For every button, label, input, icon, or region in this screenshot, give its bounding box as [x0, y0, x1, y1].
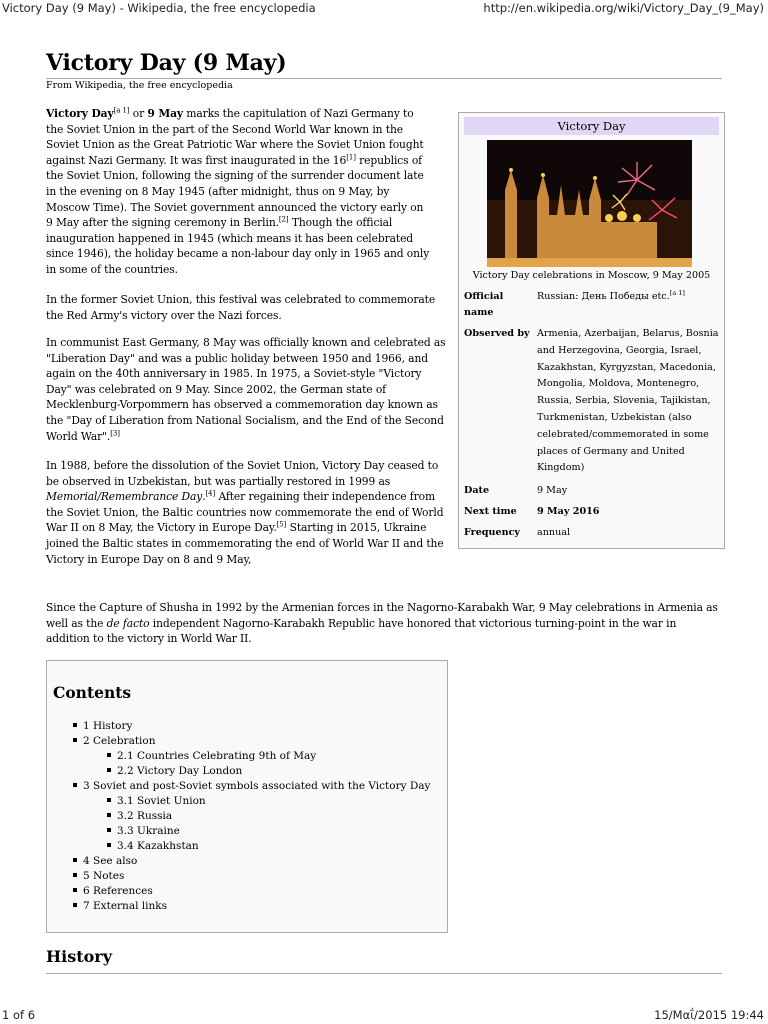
title-divider [46, 78, 722, 79]
toc-item[interactable]: 6 References [73, 884, 153, 899]
text-run: After regaining their independence from the Soviet Union, the Baltic countries now commemorate the end of World War II on 8 May, the Victory in Europe Day. [46, 490, 444, 535]
ref-link[interactable]: [2] [278, 215, 289, 224]
row-label: Date [464, 485, 490, 496]
bullet-icon [107, 753, 111, 757]
ref-link[interactable]: [1] [346, 153, 356, 162]
row-value: Russian: День Победы etc.[a 1] [537, 288, 685, 302]
text-run: Starting in 2015, Ukraine joined the Baltic states in commemorating the end of World War II and the Victory in Europe Day on 8 and 9 May, [46, 521, 444, 566]
toc-title: Contents [53, 683, 132, 702]
bullet-icon [107, 828, 111, 832]
bullet-icon [73, 888, 77, 892]
site-sub: From Wikipedia, the free encyclopedia [46, 80, 233, 91]
section-heading-history: History [46, 947, 112, 966]
toc-subitem[interactable]: 3.2 Russia [107, 809, 172, 824]
text-run: republics of the Soviet Union, following the signing of the surrender document late in the evening on 8 May 1945 (after midnight, thus on 9 May, by Moscow Time). The Soviet government announced the victory early on 9 May after the signing ceremony in Berlin. [46, 153, 424, 230]
text-run: independent Nagorno-Karabakh Republic have honored that victorious turning-point in the war in addition to the victory in World War II. [46, 616, 677, 646]
row-label: Frequency [464, 527, 520, 538]
toc-subitem[interactable]: 3.1 Soviet Union [107, 794, 206, 809]
toc-item[interactable]: 4 See also [73, 854, 137, 869]
toc-item[interactable]: 3 Soviet and post-Soviet symbols associated with the Victory Day [73, 779, 430, 794]
bullet-icon [73, 903, 77, 907]
page-title: Victory Day (9 May) [46, 50, 287, 76]
bullet-icon [107, 768, 111, 772]
ref-link[interactable]: [5] [276, 520, 287, 529]
toc-subitem[interactable]: 2.1 Countries Celebrating 9th of May [107, 749, 316, 764]
row-label: Official name [464, 291, 504, 318]
print-footer [0, 1006, 768, 1024]
toc-item[interactable]: 7 External links [73, 899, 167, 914]
row-label: Next time [464, 506, 517, 517]
uzbekistan-paragraph [46, 458, 450, 567]
soviet-paragraph [46, 292, 446, 323]
ref-link[interactable]: [a 1] [669, 288, 685, 297]
infobox-caption: Victory Day celebrations in Moscow, 9 May 2005 [472, 270, 711, 281]
bullet-icon [107, 843, 111, 847]
print-header-title: Victory Day (9 May) - Wikipedia, the free encyclopedia [2, 1, 316, 15]
ref-link[interactable]: [4] [205, 489, 216, 498]
bullet-icon [73, 738, 77, 742]
toc-item[interactable]: 1 History [73, 719, 132, 734]
row-value: 9 May [537, 485, 568, 496]
bullet-icon [73, 858, 77, 862]
bullet-icon [73, 783, 77, 787]
row-value: 9 May 2016 [537, 506, 600, 517]
toc-subitem[interactable]: 3.4 Kazakhstan [107, 839, 199, 854]
section-divider [46, 973, 722, 974]
infobox [458, 112, 725, 549]
text-run: In communist East Germany, 8 May was officially known and celebrated as "Liberation Day" and was a public holiday between 1950 and 1966, and again on the 40th anniversary in 1985. In 1975, a Soviet-style "Victory Day" was celebrated on 9 May. Since 2002, the German state of Mecklenburg-Vorpommern has observed a commemoration day known as the "Day of Liberation from National Socialism, and the End of the Second World War". [46, 336, 446, 443]
italic-term[interactable]: Memorial/Remembrance Day [46, 490, 203, 504]
armenia-paragraph [46, 600, 722, 647]
text-run: In 1988, before the dissolution of the Soviet Union, Victory Day ceased to be observed in Uzbekistan, but was partially restored in 1999 as [46, 459, 439, 488]
table-of-contents [46, 660, 448, 933]
toc-subitem[interactable]: 3.3 Ukraine [107, 824, 180, 839]
print-header [0, 0, 768, 18]
toc-subitem[interactable]: 2.2 Victory Day London [107, 764, 242, 779]
text-run: Though the official inauguration happened in 1945 (which means it has been celebrated since 1946), the holiday became a non-labour day only in 1965 and only in some of the countries. [46, 216, 430, 276]
germany-paragraph [46, 335, 448, 444]
intro-paragraph [46, 106, 432, 278]
page-number: 1 of 6 [2, 1008, 36, 1022]
infobox-title: Victory Day [464, 117, 719, 135]
text-run: marks the capitulation of Nazi Germany to the Soviet Union in the part of the Second World War known in the Soviet Union as the Great Patriotic War where the Soviet Union fought against Nazi Germany. It was first inaugurated in the 16 [46, 107, 424, 167]
italic-term: de facto [106, 616, 150, 630]
print-timestamp: 15/Μαΐ/2015 19:44 [654, 1008, 764, 1022]
toc-item[interactable]: 2 Celebration [73, 734, 156, 749]
text-run: or [129, 107, 148, 120]
text-run: Since the Capture of Shusha in 1992 by the Armenian forces in the Nagorno-Karabakh War, 9 May celebrations in Armenia as well as the [46, 601, 718, 630]
bold-term: Victory Day [46, 107, 114, 120]
text-run: In the former Soviet Union, this festival was celebrated to commemorate the Red Army's victory over the Nazi forces. [46, 293, 436, 322]
bullet-icon [73, 723, 77, 727]
bullet-icon [107, 813, 111, 817]
print-header-url[interactable]: http://en.wikipedia.org/wiki/Victory_Day_(9_May) [483, 1, 764, 15]
row-value: Armenia, Azerbaijan, Belarus, Bosnia and Herzegovina, Georgia, Israel, Kazakhstan, Kyrgyzstan, Macedonia, Mongolia, Moldova, Montenegro, Russia, Serbia, Slovenia, Tajikistan, Turkmenistan, Uzbekistan (also celebrated/commemorated in some places of Germany and United Kingdom) [537, 328, 719, 474]
toc-item[interactable]: 5 Notes [73, 869, 124, 884]
ref-link[interactable]: [3] [110, 429, 120, 437]
row-value: annual [537, 527, 571, 538]
kremlin-fireworks-image[interactable] [487, 140, 692, 267]
text-run: . [202, 490, 206, 504]
bullet-icon [73, 873, 77, 877]
bullet-icon [107, 798, 111, 802]
ref-link[interactable]: [a 1] [113, 106, 130, 115]
row-label: Observed by [464, 328, 530, 339]
bold-term: 9 May [147, 107, 184, 120]
